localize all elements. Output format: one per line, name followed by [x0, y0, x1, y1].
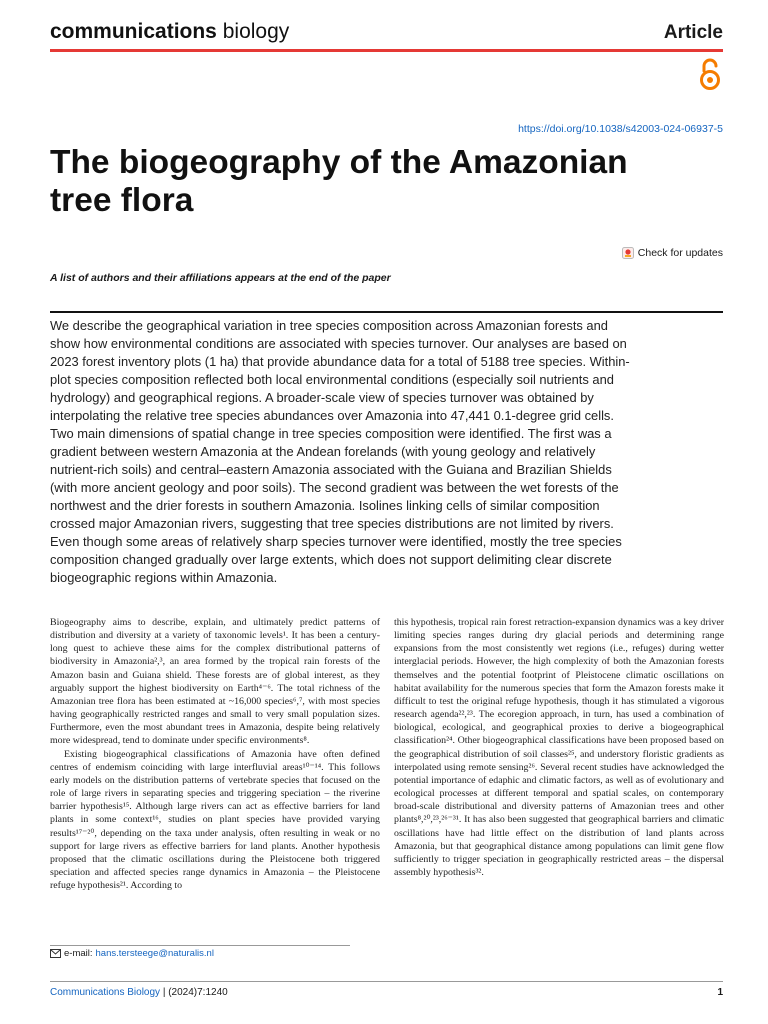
- correspondence-email: [50, 948, 214, 959]
- abstract-rule: [50, 311, 723, 313]
- authors-note: A list of authors and their affiliations appears at the end of the paper: [50, 272, 391, 284]
- journal-name: [50, 20, 289, 44]
- open-access-lock-icon[interactable]: [697, 57, 723, 91]
- page-number: 1: [717, 987, 723, 998]
- email-address-link[interactable]: hans.tersteege@naturalis.nl: [95, 948, 214, 959]
- check-for-updates-button[interactable]: [622, 247, 723, 259]
- body-paragraph: Biogeography aims to describe, explain, and ultimately predict patterns of distribution and diversity at a variety of taxonomic levels¹. It has been a century-long quest to achieve these aims for the complex distributional patterns of biodiversity in Amazonia²,³, an area formed by the tropical rain forests of the Amazon basin and Guiana shield. These forests are of global interest, as they arguably support the highest biodiversity on Earth⁴⁻⁶. The total richness of the Amazonian tree flora has been estimated at ~16,000 species⁶,⁷, with most species having geographically restricted ranges and small to very small population sizes. Furthermore, even the most abundant trees in Amazonia, despite being relatively more widespread, tend to dominate under specific environments⁸.: [50, 617, 380, 747]
- journal-name-light: biology: [222, 20, 290, 43]
- doi-link[interactable]: https://doi.org/10.1038/s42003-024-06937-5: [518, 123, 723, 135]
- body-column-right: [394, 616, 724, 879]
- email-label: e-mail:: [64, 948, 93, 959]
- body-paragraph: this hypothesis, tropical rain forest retraction-expansion dynamics was a key driver limiting species ranges during dry glacial periods and determining range expansions from the most consistently wet regions (i.e., refuges) during wetter interglacial periods. However, the high complexity of both the Amazonian forests themselves and the potential footprint of Pleistocene climatic oscillations on habitat availability for the numerous species that form the Amazon forests make it difficult to test the original refuge hypothesis, though it has stimulated a vigorous research agenda²²,²³. The ecoregion approach, in turn, has used a combination of biological, ecological, and geographical proxies to derive a biogeographical classification²⁴. Other biogeographical classifications have been proposed based on the geographical distribution of soil classes²⁵, and understory floristic gradients as interpolated using remote sensing²⁶. Several recent studies have acknowledged the potential importance of edaphic and climatic factors, as well as of evolutionary and ecological processes at different temporal and spatial scales, on contemporary broad-scale distributional and diversity patterns of Amazonian trees and other plants⁸,²⁰,²³,²⁶⁻³¹. It has also been suggested that geographical barriers and climatic oscillations have had little effect on the distribution of land plants across Amazonia, but that geographical distance among populations can limit gene flow sufficiently to trigger speciation in geographically restricted areas – the dispersal assembly hypothesis³².: [394, 617, 724, 878]
- article-title: The biogeography of the Amazonian tree flora: [50, 144, 628, 219]
- article-type: Article: [663, 22, 723, 43]
- journal-name-bold: communications: [50, 20, 217, 43]
- body-column-left: [50, 616, 380, 892]
- body-paragraph: Existing biogeographical classifications of Amazonia have often defined centres of endemism coinciding with large interfluvial areas¹⁰⁻¹⁴. This follows early models on the distribution patterns of vertebrate species that focused on the role of large rivers in separating species and triggering speciation – the riverine barrier hypothesis¹⁵. Although large rivers can act as effective barriers for land plants in some context¹⁶, studies on plant species have provided varying results¹⁷⁻²⁰, depending on the taxa under analysis, often resulting in weak or no support for large rivers as effective barriers for land plants. Another hypothesis proposed that the climatic oscillations during the Pleistocene both triggered speciation and affected species range dynamics in Amazonia – the Pleistocene refuge hypothesis²¹. According to: [50, 748, 380, 892]
- check-updates-label: Check for updates: [637, 247, 723, 259]
- footnote-rule: [50, 945, 350, 946]
- footer-citation: [50, 987, 228, 998]
- header-rule: [50, 49, 723, 52]
- footer-rule: [50, 981, 723, 982]
- abstract: We describe the geographical variation in tree species composition across Amazonian forests and show how environmental conditions are associated with species turnover. Our analyses are based on 2023 forest inventory plots (1 ha) that provide abundance data for a total of 5188 tree species. Within-plot species composition reflected both local environmental conditions (especially soil nutrients and hydrology) and geographical regions. A broader-scale view of species turnover was obtained by interpolating the relative tree species abundances over Amazonia into 47,441 0.1-degree grid cells. Two main dimensions of spatial change in tree species composition were identified. The first was a gradient between western Amazonia at the Andean forelands (with young geology and relatively nutrient-rich soils) and central–eastern Amazonia associated with the Guiana and Brazilian Shields (with more ancient geology and poor soils). The second gradient was between the wet forests of the northwest and the drier forests in southern Amazonia. Isolines linking cells of similar composition crossed major Amazonian rivers, suggesting that tree species distributions are not limited by rivers. Even though some areas of relatively sharp species turnover were identified, mostly the tree species composition changed gradually over large extents, which does not support delimiting clear discrete biogeographic regions within Amazonia.: [50, 318, 630, 585]
- envelope-icon: [50, 949, 61, 958]
- check-updates-icon: [622, 247, 634, 259]
- footer-volume: | (2024)7:1240: [160, 987, 228, 998]
- footer-journal-link[interactable]: Communications Biology: [50, 987, 161, 998]
